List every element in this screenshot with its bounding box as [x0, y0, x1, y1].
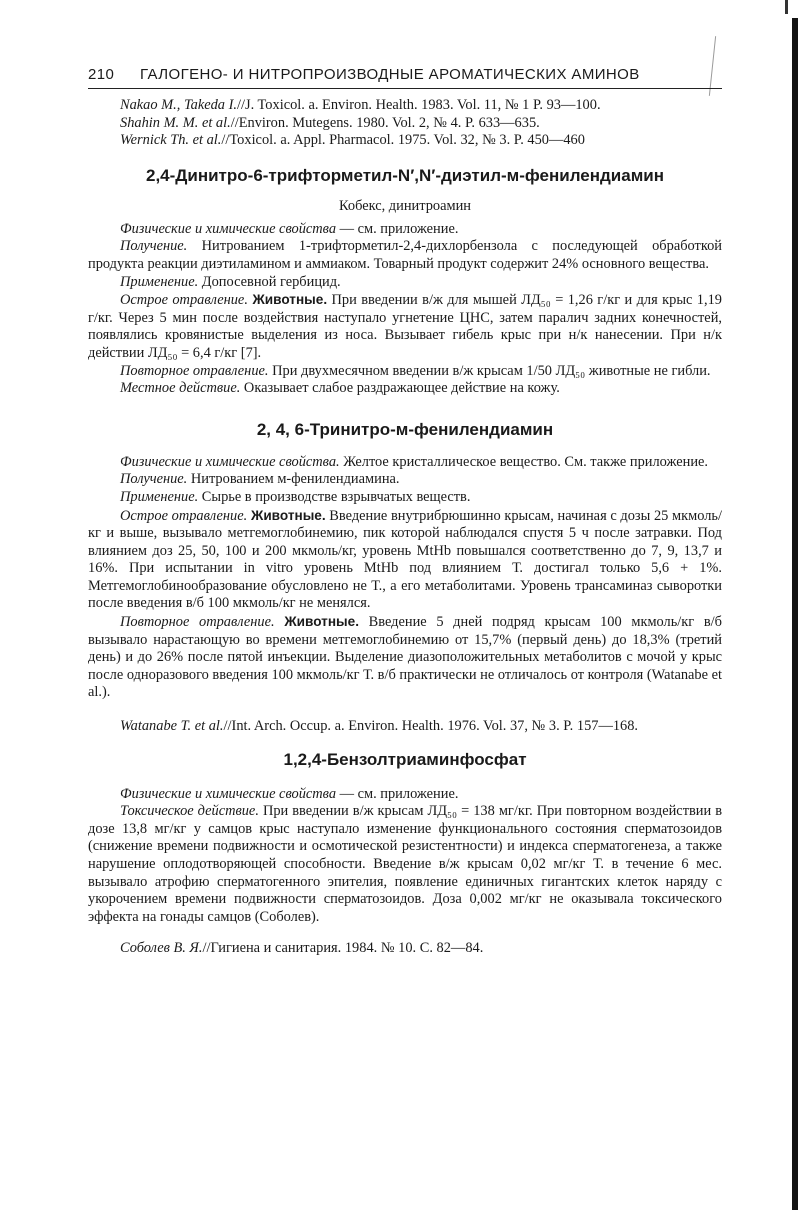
- scan-edge-shadow: [792, 18, 798, 1210]
- paragraph-text: Допосевной гербицид.: [198, 273, 341, 290]
- paragraph-label: Местное действие.: [120, 380, 241, 397]
- paragraph-label: Получение.: [120, 471, 188, 488]
- paragraph: [88, 363, 722, 381]
- synonyms: Кобекс, динитроамин: [339, 197, 471, 214]
- paragraph-subject: Животные.: [274, 614, 359, 630]
- paragraph: [88, 786, 722, 804]
- paragraph-label: Токсическое действие.: [120, 803, 259, 820]
- paragraph-text: Сырье в производстве взрывчатых веществ.: [198, 488, 471, 505]
- paragraph: [88, 471, 722, 489]
- section-body: [88, 454, 722, 702]
- paragraph-label: Повторное отравление.: [120, 614, 275, 631]
- paragraph-text: Желтое кристаллическое вещество. См. также приложение.: [339, 453, 709, 470]
- reference-item: [88, 718, 722, 736]
- page-header: [88, 66, 722, 83]
- paragraph-subject: Животные.: [247, 507, 326, 523]
- reference-text: //Environ. Mutegens. 1980. Vol. 2, № 4. P. 633—635.: [230, 114, 540, 131]
- paragraph: [88, 613, 722, 702]
- reference-text: //Int. Arch. Occup. a. Environ. Health. 1976. Vol. 37, № 3. P. 157—168.: [223, 718, 639, 735]
- paragraph-label: Применение.: [120, 273, 199, 290]
- paragraph-label: Физические и химические свойства: [120, 220, 337, 237]
- section-title: 2, 4, 6-Тринитро-м-фенилендиамин: [256, 419, 554, 439]
- section-body: [88, 786, 722, 927]
- paragraph-text: — см. приложение.: [336, 220, 459, 237]
- page-number: 210: [88, 66, 115, 83]
- paragraph: [88, 489, 722, 507]
- paragraph: [88, 803, 722, 926]
- paragraph: [88, 380, 722, 398]
- paragraph: [88, 274, 722, 292]
- paragraph-text: Оказывает слабое раздражающее действие на кожу.: [240, 380, 560, 397]
- paragraph-label: Острое отравление.: [120, 292, 248, 309]
- reference-item: [88, 115, 722, 133]
- paragraph-text: Введение внутрибрюшинно крысам, начиная с дозы 25 мкмоль/кг и выше, вызывало метгемоглобинемию, пик которой наблюдался спустя 5 ч после затравки. Под влиянием доз 25, 50, 100 и 200 мкмоль/кг, уровень MtHb повышался соответственно до 7, 9, 13,7 и 16%. При испытании in vitro уровень MtHb под влиянием Т. достигал только 5,6 + 1%. Метгемоглобинообразование обусловлено не Т., а его метаболитами. Уровень трансаминаз сыворотки после введения в/б 100 мкмоль/кг не менялся.: [88, 507, 722, 612]
- reference-item: [88, 132, 722, 150]
- paragraph-text: Нитрованием м-фенилендиамина.: [187, 471, 400, 488]
- section-title: 2,4-Динитро-6-трифторметил-N′,N′-диэтил-м-фенилендиамин: [145, 165, 665, 185]
- paragraph-text: При введении в/ж для мышей ЛД₅₀ = 1,26 г/кг и для крыс 1,19 г/кг. Через 5 мин после воздействия наступало угнетение ЦНС, затем паралич задних конечностей, появлялись кровянистые выделения из носа. Вызывает гибель крыс при н/к нанесении. При н/к действии ЛД₅₀ = 6,4 г/кг [7].: [88, 292, 722, 361]
- paragraph-label: Получение.: [120, 238, 188, 255]
- reference-item: [88, 97, 722, 115]
- paragraph-text: При двухмесячном введении в/ж крысам 1/50 ЛД₅₀ животные не гибли.: [268, 362, 711, 379]
- reference-text: //J. Toxicol. a. Environ. Health. 1983. Vol. 11, № 1 P. 93—100.: [236, 97, 601, 113]
- running-title: ГАЛОГЕНО- И НИТРОПРОИЗВОДНЫЕ АРОМАТИЧЕСКИХ АМИНОВ: [140, 66, 640, 83]
- reference-authors: Соболев В. Я.: [120, 940, 203, 957]
- scan-mark: [785, 0, 788, 14]
- section-title: 1,2,4-Бензолтриаминфосфат: [283, 749, 527, 769]
- paragraph: [88, 238, 722, 273]
- paragraph: [88, 454, 722, 472]
- paragraph-text: Введение 5 дней подряд крысам 100 мкмоль/кг в/б вызывало нарастающую во времени метгемоглобинемию от 15,7% (первый день) до 18,3% (третий день) и до 26% после пятой инъекции. Выделение диазоположительных метаболитов с мочой у крыс после одноразового введения 100 мкмоль/кг Т. в/б практически не отличалось от контроля (Watanabe et al.).: [88, 614, 722, 701]
- reference-item: [88, 940, 722, 958]
- paragraph: [88, 221, 722, 239]
- reference-authors: Watanabe T. et al.: [120, 718, 224, 735]
- references-top: [88, 97, 722, 150]
- paragraph-label: Физические и химические свойства.: [120, 453, 340, 470]
- paragraph-label: Применение.: [120, 488, 199, 505]
- paragraph-subject: Животные.: [247, 292, 328, 308]
- reference-authors: Wernick Th. et al.: [120, 132, 222, 149]
- reference-authors: Nakao M., Takeda I.: [120, 97, 237, 113]
- paragraph: [88, 507, 722, 614]
- paragraph: [88, 291, 722, 362]
- paragraph-label: Острое отравление.: [120, 507, 248, 524]
- reference-text: //Toxicol. a. Appl. Pharmacol. 1975. Vol. 32, № 3. P. 450—460: [221, 132, 585, 149]
- book-page: [88, 66, 722, 958]
- paragraph-text: — см. приложение.: [336, 785, 459, 802]
- paragraph-label: Физические и химические свойства: [120, 785, 337, 802]
- paragraph-text: При введении в/ж крысам ЛД₅₀ = 138 мг/кг. При повторном воздействии в дозе 13,8 мг/кг у самцов крыс наступало изменение функционального состояния сперматозоидов (снижение времени подвижности и осмотической резистентности) и индекса сперматогенеза, а также нарушение оплодотворяющей способности. Введение в/ж крысам 0,02 мг/кг Т. в течение 6 мес. вызывало атрофию сперматогенного эпителия, появление единичных гигантских клеток наряду с укорочением времени подвижности сперматозоидов. Доза 0,002 мг/кг не оказывала токсического эффекта на гонады самцов (Соболев).: [88, 803, 722, 925]
- reference-text: //Гигиена и санитария. 1984. № 10. С. 82—84.: [202, 940, 484, 957]
- header-rule: [88, 88, 722, 89]
- section-body: [88, 221, 722, 398]
- reference-authors: Shahin M. M. et al.: [120, 114, 231, 131]
- paragraph-text: Нитрованием 1-трифторметил-2,4-дихлорбензола с последующей обработкой продукта реакции диэтиламином и аммиаком. Товарный продукт содержит 24% основного вещества.: [88, 238, 722, 272]
- paragraph-label: Повторное отравление.: [120, 362, 269, 379]
